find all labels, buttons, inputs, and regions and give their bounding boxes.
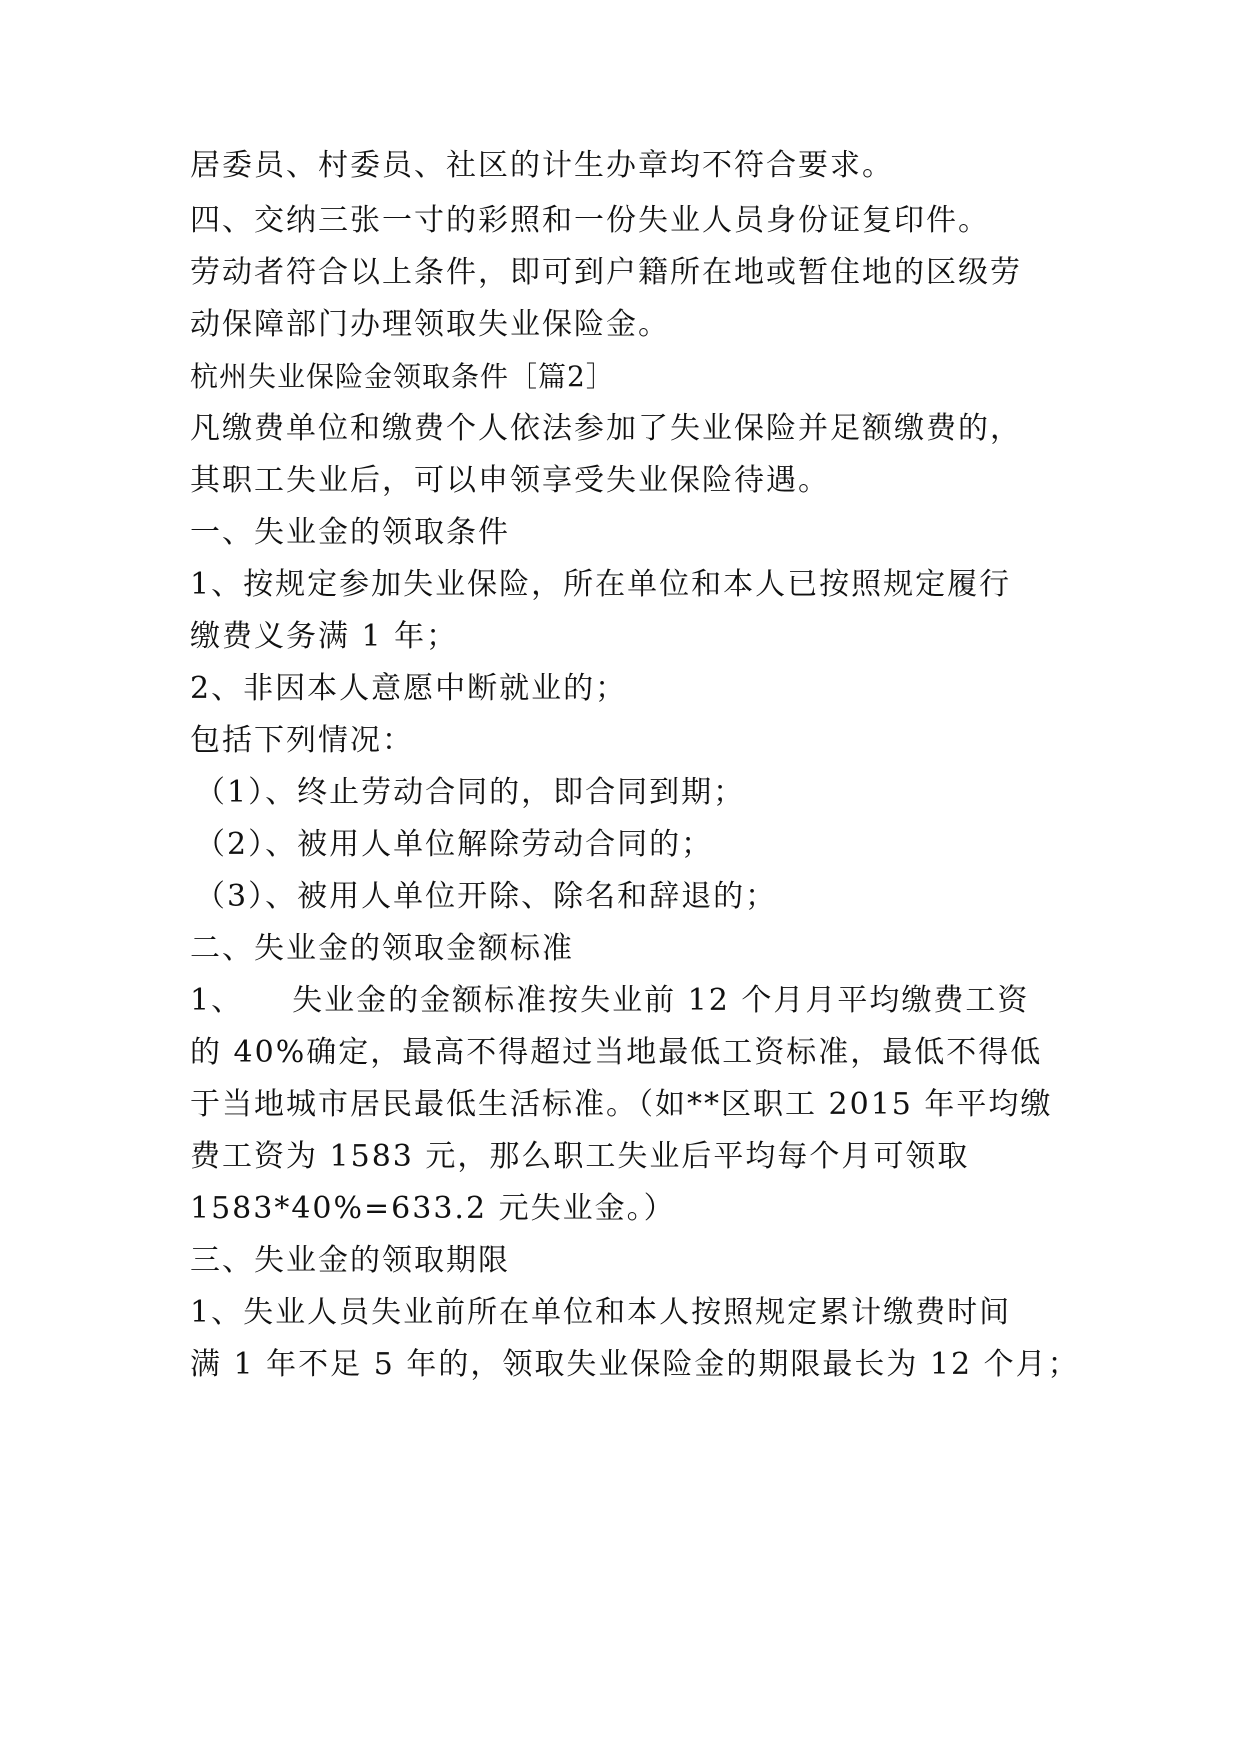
list-item: （1）、终止劳动合同的，即合同到期； <box>195 775 746 810</box>
paragraph-line: 凡缴费单位和缴费个人依法参加了失业保险并足额缴费的， <box>190 411 1022 446</box>
paragraph-line: 费工资为 1583 元，那么职工失业后平均每个月可领取 <box>190 1139 970 1174</box>
paragraph-line: 1、失业人员失业前所在单位和本人按照规定累计缴费时间 <box>190 1295 1012 1330</box>
section-heading: 三、失业金的领取期限 <box>190 1243 510 1278</box>
paragraph-line: 1、按规定参加失业保险，所在单位和本人已按照规定履行 <box>190 567 1012 602</box>
paragraph-line: 其职工失业后，可以申领享受失业保险待遇。 <box>190 463 830 498</box>
paragraph-line: 于当地城市居民最低生活标准。（如**区职工 2015 年平均缴 <box>190 1087 1053 1122</box>
paragraph-line: 包括下列情况： <box>190 723 414 758</box>
paragraph-line: 1583*40%=633.2 元失业金。） <box>190 1191 676 1226</box>
paragraph-line: 的 40%确定，最高不得超过当地最低工资标准，最低不得低 <box>190 1035 1043 1070</box>
section-heading: 一、失业金的领取条件 <box>190 515 510 550</box>
paragraph-line: 缴费义务满 1 年； <box>190 619 459 654</box>
paragraph-line: 四、交纳三张一寸的彩照和一份失业人员身份证复印件。 <box>190 203 990 238</box>
list-item: （2）、被用人单位解除劳动合同的； <box>195 827 714 862</box>
paragraph-line: 劳动者符合以上条件，即可到户籍所在地或暂住地的区级劳 <box>190 255 1022 290</box>
paragraph-line: 居委员、村委员、社区的计生办章均不符合要求。 <box>190 148 894 183</box>
paragraph-line: 动保障部门办理领取失业保险金。 <box>190 307 670 342</box>
list-item: （3）、被用人单位开除、除名和辞退的； <box>195 879 778 914</box>
paragraph-line: 1、 失业金的金额标准按失业前 12 个月月平均缴费工资 <box>190 983 1030 1018</box>
section-heading: 二、失业金的领取金额标准 <box>190 931 574 966</box>
paragraph-line: 2、非因本人意愿中断就业的； <box>190 671 628 706</box>
section-title: 杭州失业保险金领取条件［篇2］ <box>190 360 615 393</box>
paragraph-line: 满 1 年不足 5 年的，领取失业保险金的期限最长为 12 个月； <box>190 1347 1080 1382</box>
